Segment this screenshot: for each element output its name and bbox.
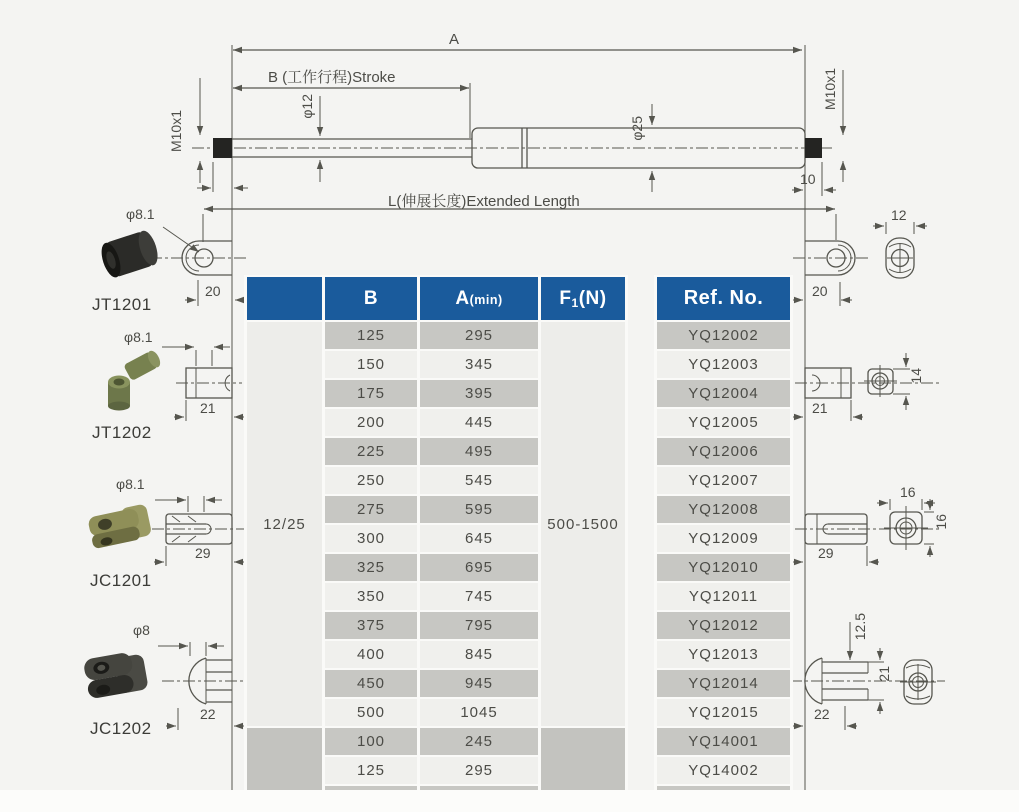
extended-length-label: L(伸展长度)Extended Length <box>388 193 580 210</box>
ref-cell: YQ12010 <box>657 554 790 581</box>
size-column-header <box>247 277 322 320</box>
stroke-cell: 150 <box>325 351 417 378</box>
jt1201-diameter-label: φ8.1 <box>126 206 155 222</box>
jt1202-diameter-label: φ8.1 <box>124 329 153 345</box>
amin-header-main: A <box>455 287 470 309</box>
right-eyelet-face-label: 12 <box>891 207 907 223</box>
amin-cell: 345 <box>420 351 538 378</box>
right-clevis-face-h-label: 16 <box>933 514 949 530</box>
stroke-cell: 125 <box>325 757 417 784</box>
thread-right-label: M10x1 <box>822 68 838 111</box>
right-clevis-face-w-label: 16 <box>900 484 916 500</box>
stroke-cell: 300 <box>325 525 417 552</box>
amin-cell: 445 <box>420 409 538 436</box>
jc1202-name: JC1202 <box>90 719 152 738</box>
right-socket-face-label: 14 <box>908 368 924 384</box>
ref-cell: YQ12014 <box>657 670 790 697</box>
jc1201-width-label: 29 <box>195 545 211 561</box>
rod-diameter-label: φ12 <box>299 94 315 119</box>
ref-cell: YQ12015 <box>657 699 790 726</box>
amin-cell: 545 <box>420 467 538 494</box>
ref-cell: YQ12008 <box>657 496 790 523</box>
stroke-cell: 375 <box>325 612 417 639</box>
stroke-cell: 325 <box>325 554 417 581</box>
amin-cell: 945 <box>420 670 538 697</box>
jc1202-photo <box>83 650 149 700</box>
amin-cell: 295 <box>420 757 538 784</box>
right-eyelet-width-label: 20 <box>812 283 828 299</box>
jc1201-name: JC1201 <box>90 571 152 590</box>
jt1201-drawing <box>150 227 248 306</box>
left-thread-tip <box>213 138 232 158</box>
amin-cell: 245 <box>420 728 538 755</box>
ref-cell: YQ12011 <box>657 583 790 610</box>
amin-cell: 645 <box>420 525 538 552</box>
right-clevis2-span-label: 21 <box>876 666 892 682</box>
ref-cell: YQ12007 <box>657 467 790 494</box>
amin-cell: 1045 <box>420 699 538 726</box>
stroke-cell: 175 <box>325 380 417 407</box>
ref-table <box>654 275 793 812</box>
stroke-column-header: B <box>325 277 417 320</box>
amin-cell: 695 <box>420 554 538 581</box>
tube-diameter-label: φ25 <box>629 116 645 141</box>
stroke-cell: 450 <box>325 670 417 697</box>
amin-cell: 745 <box>420 583 538 610</box>
ref-cell: YQ12003 <box>657 351 790 378</box>
thread-length-label: 10 <box>800 171 816 187</box>
ref-cell: YQ14002 <box>657 757 790 784</box>
amin-header-sub: (min) <box>469 292 503 307</box>
stroke-cell: 500 <box>325 699 417 726</box>
force-cell: 500-1500 <box>541 322 625 726</box>
right-socket-width-label: 21 <box>812 400 828 416</box>
amin-cell: 395 <box>420 380 538 407</box>
right-thread-tip <box>805 138 822 158</box>
amin-cell: 295 <box>420 322 538 349</box>
stroke-cell: 200 <box>325 409 417 436</box>
jt1201-width-label: 20 <box>205 283 221 299</box>
jc1202-diameter-label: φ8 <box>133 622 150 638</box>
jc1202-width-label: 22 <box>200 706 216 722</box>
ref-cell: YQ14001 <box>657 728 790 755</box>
stroke-cell: 225 <box>325 438 417 465</box>
jt1201-name: JT1201 <box>92 295 152 314</box>
size-cell: 12/25 <box>247 322 322 726</box>
jt1202-name: JT1202 <box>92 423 152 442</box>
jt1202-photo <box>108 349 163 411</box>
spec-table <box>244 275 628 812</box>
right-clevis-width-label: 29 <box>818 545 834 561</box>
ref-cell: YQ12009 <box>657 525 790 552</box>
amin-cell: 595 <box>420 496 538 523</box>
right-clevis2-offset-label: 12.5 <box>852 613 868 641</box>
stroke-cell: 250 <box>325 467 417 494</box>
page-bottom-margin <box>0 790 1019 812</box>
force-column-header <box>541 277 625 320</box>
jc1201-photo <box>87 503 153 549</box>
amin-cell: 495 <box>420 438 538 465</box>
stroke-cell: 125 <box>325 322 417 349</box>
force-header-unit: (N) <box>578 287 607 309</box>
dim-a-label: A <box>449 31 460 48</box>
ref-cell: YQ12004 <box>657 380 790 407</box>
right-clevis2-width-label: 22 <box>814 706 830 722</box>
jt1201-photo <box>98 228 161 279</box>
amin-cell: 845 <box>420 641 538 668</box>
force-header-sub: 1 <box>571 295 579 310</box>
jc1201-diameter-label: φ8.1 <box>116 476 145 492</box>
stroke-cell: 350 <box>325 583 417 610</box>
ref-cell: YQ12006 <box>657 438 790 465</box>
stroke-cell: 100 <box>325 728 417 755</box>
ref-cell: YQ12012 <box>657 612 790 639</box>
amin-column-header <box>420 277 538 320</box>
jt1202-width-label: 21 <box>200 400 216 416</box>
thread-left-label: M10x1 <box>168 110 184 153</box>
dim-b-stroke-label: B (工作行程)Stroke <box>268 69 396 86</box>
amin-cell: 795 <box>420 612 538 639</box>
ref-cell: YQ12005 <box>657 409 790 436</box>
right-clevis-drawing <box>793 499 940 566</box>
force-header-main: F <box>559 287 572 309</box>
ref-cell: YQ12002 <box>657 322 790 349</box>
stroke-cell: 275 <box>325 496 417 523</box>
ref-column-header: Ref. No. <box>657 277 790 320</box>
ref-cell: YQ12013 <box>657 641 790 668</box>
stroke-cell: 400 <box>325 641 417 668</box>
